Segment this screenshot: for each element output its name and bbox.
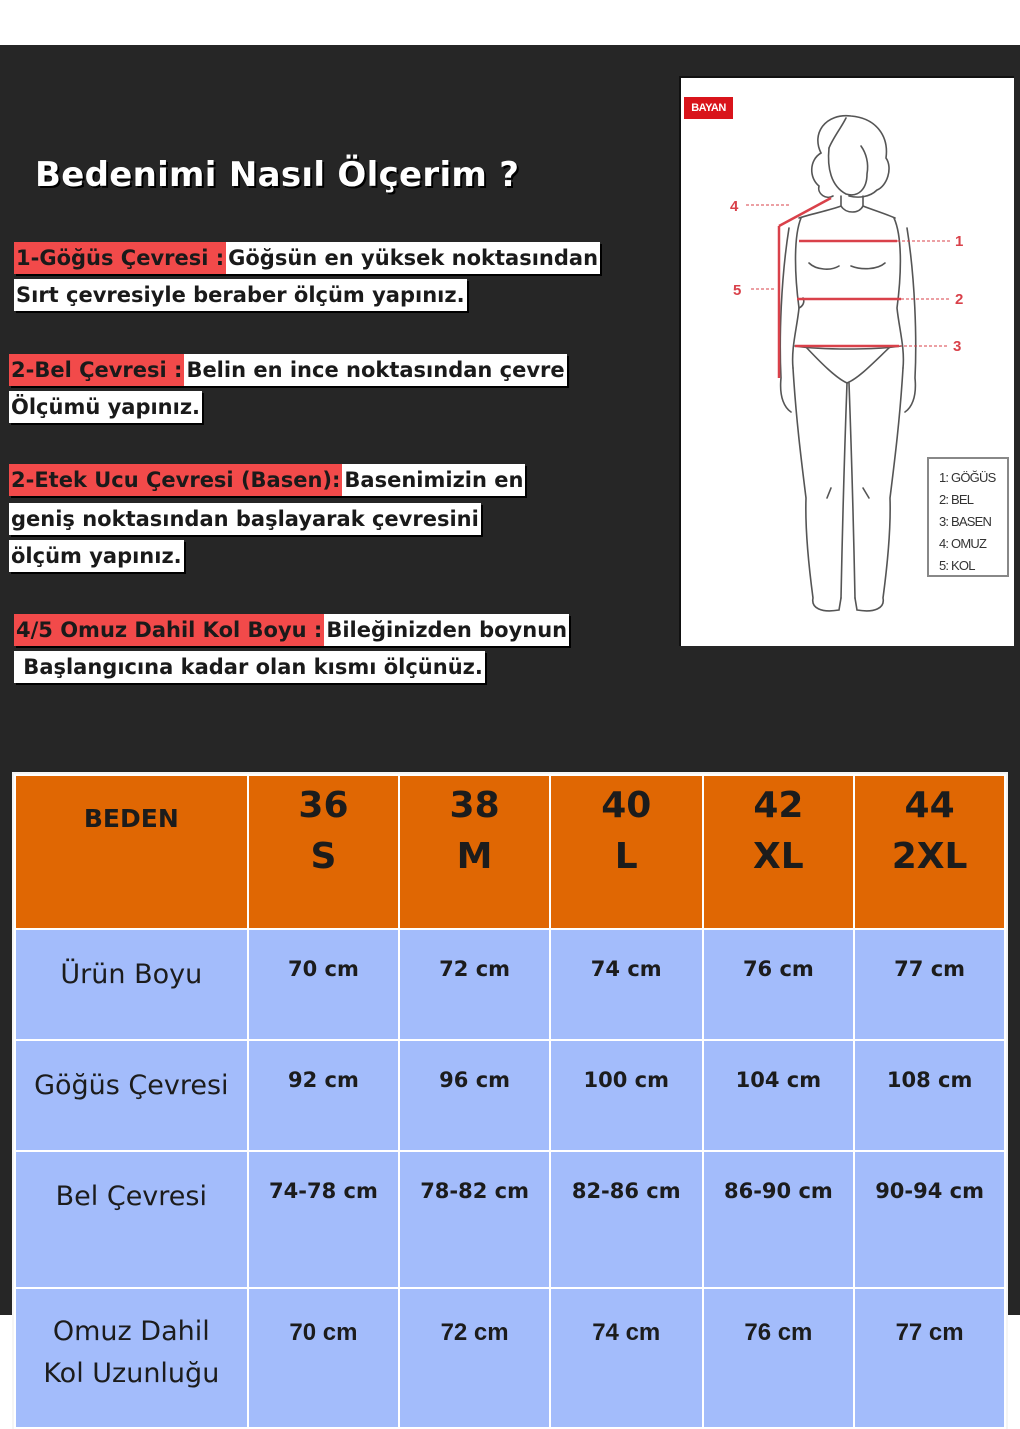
legend-item: 1: GÖĞÜS (939, 470, 996, 485)
table-row (15, 929, 1005, 1040)
table-cell: 74 cm (550, 929, 703, 1040)
legend-item: 5: KOL (939, 558, 975, 573)
table-row (15, 1288, 1005, 1428)
marker-2: 2 (955, 291, 964, 308)
table-cell: 77 cm (854, 1288, 1005, 1428)
header-size: 38 M (399, 775, 550, 929)
instruction-sleeve-line2 (14, 651, 485, 683)
instruction-waist-line2 (9, 391, 202, 423)
header-size: 44 2XL (854, 775, 1005, 929)
table-cell: 70 cm (248, 929, 400, 1040)
instruction-text: geniş noktasından başlayarak çevresini (9, 503, 481, 535)
legend-item: 3: BASEN (939, 514, 992, 529)
instruction-text: Ölçümü yapınız. (9, 391, 202, 423)
instruction-hip-line3 (9, 540, 184, 572)
gender-badge: BAYAN (684, 97, 733, 119)
row-label: Ürün Boyu (15, 929, 248, 1040)
size-chart-table (14, 774, 1006, 1429)
instruction-text: Göğsün en yüksek noktasından (226, 242, 600, 274)
table-cell: 72 cm (399, 1288, 550, 1428)
instruction-text: ölçüm yapınız. (9, 540, 184, 572)
instruction-label: 4/5 Omuz Dahil Kol Boyu : (14, 614, 324, 646)
header-size: 36 S (248, 775, 400, 929)
instruction-text: Bileğinizden boynun (324, 614, 569, 646)
header-size: 42 XL (703, 775, 855, 929)
table-cell: 70 cm (248, 1288, 400, 1428)
instruction-hip-line1 (9, 464, 525, 496)
table-cell: 77 cm (854, 929, 1005, 1040)
page-title: Bedenimi Nasıl Ölçerim ? (35, 155, 520, 195)
row-label: Omuz Dahil Kol Uzunluğu (15, 1288, 248, 1428)
instruction-text: Sırt çevresiyle beraber ölçüm yapınız. (14, 279, 467, 311)
table-cell: 74 cm (550, 1288, 703, 1428)
table-row (15, 1040, 1005, 1151)
instruction-label: 1-Göğüs Çevresi : (14, 242, 226, 274)
legend-item: 4: OMUZ (939, 536, 987, 551)
table-cell: 82-86 cm (550, 1151, 703, 1288)
marker-1: 1 (955, 233, 964, 250)
table-cell: 90-94 cm (854, 1151, 1005, 1288)
marker-4: 4 (730, 198, 739, 215)
instruction-text: Basenimizin en (342, 464, 525, 496)
table-cell: 72 cm (399, 929, 550, 1040)
instruction-text: Belin en ince noktasından çevre (184, 354, 566, 386)
table-cell: 78-82 cm (399, 1151, 550, 1288)
table-cell: 92 cm (248, 1040, 400, 1151)
instruction-label: 2-Etek Ucu Çevresi (Basen): (9, 464, 342, 496)
marker-3: 3 (953, 338, 962, 355)
table-cell: 86-90 cm (703, 1151, 855, 1288)
row-label: Göğüs Çevresi (15, 1040, 248, 1151)
table-cell: 76 cm (703, 1288, 855, 1428)
instruction-chest-line2 (14, 279, 467, 311)
table-row (15, 1151, 1005, 1288)
instruction-hip-line2 (9, 503, 481, 535)
table-cell: 76 cm (703, 929, 855, 1040)
marker-5: 5 (733, 282, 742, 299)
table-cell: 104 cm (703, 1040, 855, 1151)
instruction-label: 2-Bel Çevresi : (9, 354, 184, 386)
measurement-legend (927, 457, 1009, 577)
header-size: 40 L (550, 775, 703, 929)
row-label: Bel Çevresi (15, 1151, 248, 1288)
instruction-sleeve-line1 (14, 614, 569, 646)
table-cell: 74-78 cm (248, 1151, 400, 1288)
instruction-text: Başlangıcına kadar olan kısmı ölçünüz. (14, 651, 485, 683)
table-cell: 96 cm (399, 1040, 550, 1151)
legend-item: 2: BEL (939, 492, 974, 507)
instruction-waist-line1 (9, 354, 567, 386)
table-cell: 108 cm (854, 1040, 1005, 1151)
table-header-row (15, 775, 1005, 929)
instruction-chest-line1 (14, 242, 600, 274)
header-beden: BEDEN (15, 775, 248, 929)
table-cell: 100 cm (550, 1040, 703, 1151)
